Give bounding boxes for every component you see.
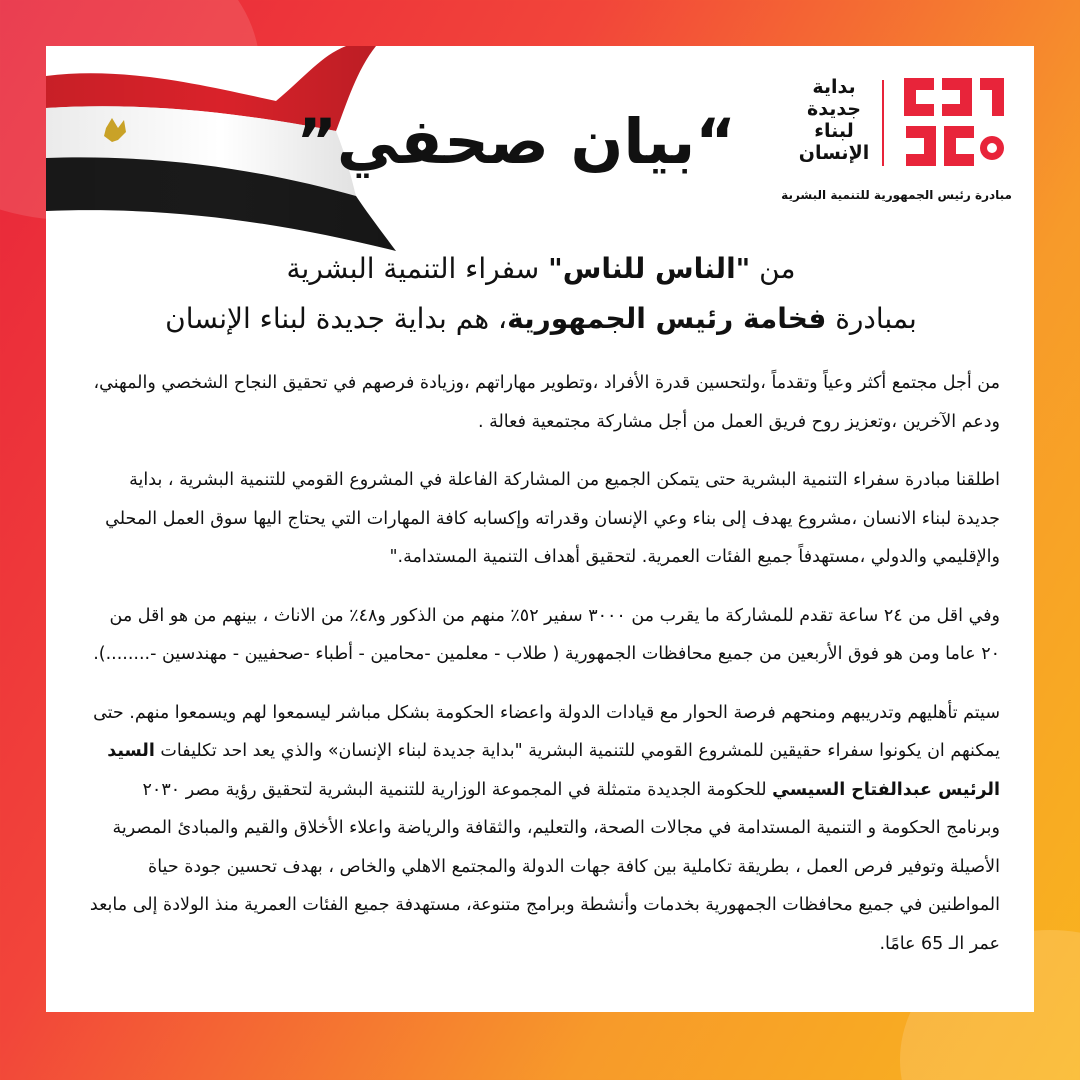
logo-word: جديدة <box>807 98 861 120</box>
bedaya-logo-icon <box>896 70 1012 174</box>
press-release-body <box>86 364 1000 983</box>
paragraph-highlight: السيد الرئيس عبدالفتاح السيسي <box>107 741 1000 800</box>
logo-word: الإنسان <box>798 142 870 164</box>
logo-wordmark <box>794 76 874 164</box>
paragraph: اطلقنا مبادرة سفراء التنمية البشرية حتى يتمكن الجميع من المشاركة الفاعلة في المشروع القومي للتنمية البشرية ، بداية جديدة لبناء الانسان ،مشروع يهدف إلى بناء وعي الإنسان وقدراته وإكسابه كافة المهارات التي يحتاج اليها سوق العمل المحلي والإقليمي والدولي ،مستهدفاً جميع الفئات العمرية. لتحقيق أهداف التنمية المستدامة." <box>105 470 1000 567</box>
subtitle-text: ، هم بداية جديدة لبناء الإنسان <box>165 302 508 335</box>
subtitle-line-2 <box>106 294 976 344</box>
paragraph <box>86 694 1000 964</box>
subtitle-highlight: فخامة رئيس الجمهورية <box>507 302 827 335</box>
bedaya-logo <box>781 70 1012 210</box>
paragraph: من أجل مجتمع أكثر وعياً وتقدماً ،ولتحسين قدرة الأفراد ،وتطوير مهاراتهم ،وزيادة فرصهم في تحقيق النجاح الشخصي والمهني، ودعم الآخرين ،وتعزيز روح فريق العمل من أجل مشاركة مجتمعية فعالة . <box>93 373 1000 432</box>
subtitle-highlight: "الناس للناس" <box>548 252 751 285</box>
logo-divider <box>882 80 884 166</box>
logo-word: بداية <box>812 76 856 98</box>
subtitle-text: بمبادرة <box>826 302 917 335</box>
page-title: “بيان صحفي” <box>296 105 736 178</box>
logo-caption: مبادرة رئيس الجمهورية للتنمية البشرية <box>781 188 1012 202</box>
paragraph: وفي اقل من ٢٤ ساعة تقدم للمشاركة ما يقرب من ٣٠٠٠ سفير ٥٢٪ منهم من الذكور و٤٨٪ من الاناث ، بينهم من هو اقل من ٢٠ عاما ومن هو فوق الأربعين من جميع محافظات الجمهورية ( طلاب - معلمين -محامين - أطباء -صحفيين - مهندسين -........). <box>93 605 1000 664</box>
subtitle-line-1 <box>106 244 976 294</box>
logo-word: لبناء <box>814 120 854 142</box>
subtitle <box>106 244 976 344</box>
press-release-card <box>46 46 1034 1012</box>
paragraph-text: للحكومة الجديدة متمثلة في المجموعة الوزارية للتنمية البشرية لتحقيق رؤية مصر ٢٠٣٠ وبرنامج الحكومة و التنمية المستدامة في مجالات الصحة، والتعليم، والثقافة والرياضة واعلاء الأخلاق والقيم والمبادئ المصرية الأصيلة وتوفير فرص العمل ، بطريقة تكاملية بين كافة جهات الدولة والمجتمع الاهلي والخاص ، بهدف تحسين جودة حياة المواطنين في جميع محافظات الجمهورية بخدمات وأنشطة وبرامج متنوعة، مستهدفة جميع الفئات العمرية منذ الولادة إلى مابعد عمر الـ 65 عامًا. <box>89 779 1000 954</box>
subtitle-text: سفراء التنمية البشرية <box>286 252 549 285</box>
paragraph-text: سيتم تأهليهم وتدريبهم ومنحهم فرصة الحوار مع قيادات الدولة واعضاء الحكومة بشكل مباشر ليسمعوا لهم ويسمعوا منهم. حتى يمكنهم ان يكونوا سفراء حقيقين للمشروع القومي للتنمية البشرية "بداية جديدة لبناء الإنسان» والذي يعد احد تكليفات <box>93 702 1000 761</box>
subtitle-text: من <box>750 252 796 285</box>
